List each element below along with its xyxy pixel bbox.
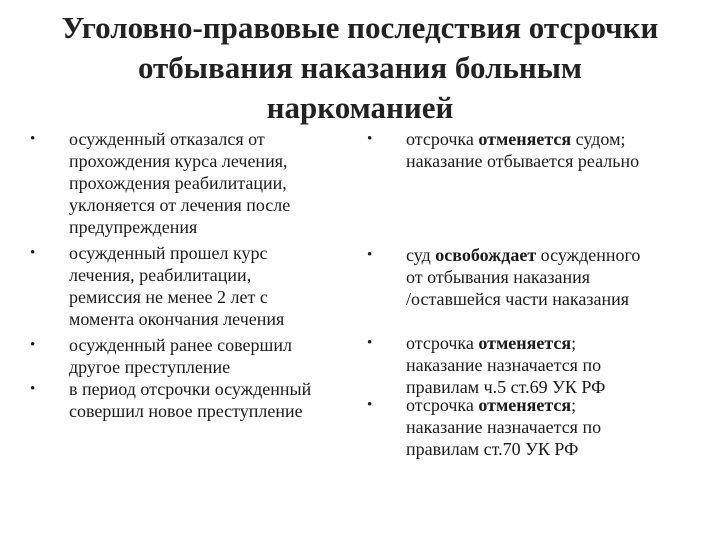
bullet-icon: • <box>367 247 373 263</box>
consequence-key-word: отменяется <box>478 395 572 415</box>
condition-item-3 <box>30 334 350 378</box>
consequence-text <box>406 128 707 172</box>
consequence-text <box>406 394 707 460</box>
consequence-key-word: отменяется <box>478 129 572 149</box>
bullet-icon: • <box>30 131 36 147</box>
condition-item-2 <box>30 242 350 330</box>
consequence-text <box>406 244 707 310</box>
bullet-icon: • <box>30 381 36 397</box>
consequence-text-end: судом; наказание отбывается реально <box>406 129 640 171</box>
condition-item-1 <box>30 128 350 238</box>
consequence-key-word: освобождает <box>435 245 537 265</box>
consequence-text-end: ; наказание назначается по правилам ч.5 ст.69 УК РФ <box>406 333 606 397</box>
condition-text: осужденный отказался от прохождения курса лечения, прохождения реабилитации, уклоняется от лечения после предупреждения <box>69 129 291 237</box>
condition-text: осужденный ранее совершил другое преступление <box>69 335 292 377</box>
bullet-icon: • <box>30 245 36 261</box>
consequence-item-4 <box>367 394 707 460</box>
condition-text: в период отсрочки осужденный совершил новое преступление <box>69 379 312 421</box>
title-line-3: наркоманией <box>266 90 454 125</box>
title-line-2: отбывания наказания больным <box>137 50 583 85</box>
bullet-icon: • <box>367 131 373 147</box>
bullet-icon: • <box>367 397 373 413</box>
consequence-text <box>406 332 707 398</box>
consequence-item-1 <box>367 128 707 172</box>
consequence-key-word: отменяется <box>478 333 572 353</box>
bullet-icon: • <box>367 335 373 351</box>
consequence-text-end: осужденного от отбывания наказания /оставшейся части наказания <box>406 245 641 309</box>
consequence-text-start: отсрочка <box>406 395 479 415</box>
consequence-item-3 <box>367 332 707 398</box>
title-line-1: Уголовно-правовые последствия отсрочки <box>61 10 659 45</box>
slide-title <box>20 8 700 128</box>
consequence-text-start: отсрочка <box>406 333 479 353</box>
consequence-text-start: суд <box>406 245 436 265</box>
consequence-item-2 <box>367 244 707 310</box>
consequence-text-end: ; наказание назначается по правилам ст.70 УК РФ <box>406 395 602 459</box>
consequence-text-start: отсрочка <box>406 129 479 149</box>
condition-text: осужденный прошел курс лечения, реабилитации, ремиссия не менее 2 лет с момента окончания лечения <box>69 243 285 329</box>
condition-item-4 <box>30 378 350 422</box>
bullet-icon: • <box>30 337 36 353</box>
